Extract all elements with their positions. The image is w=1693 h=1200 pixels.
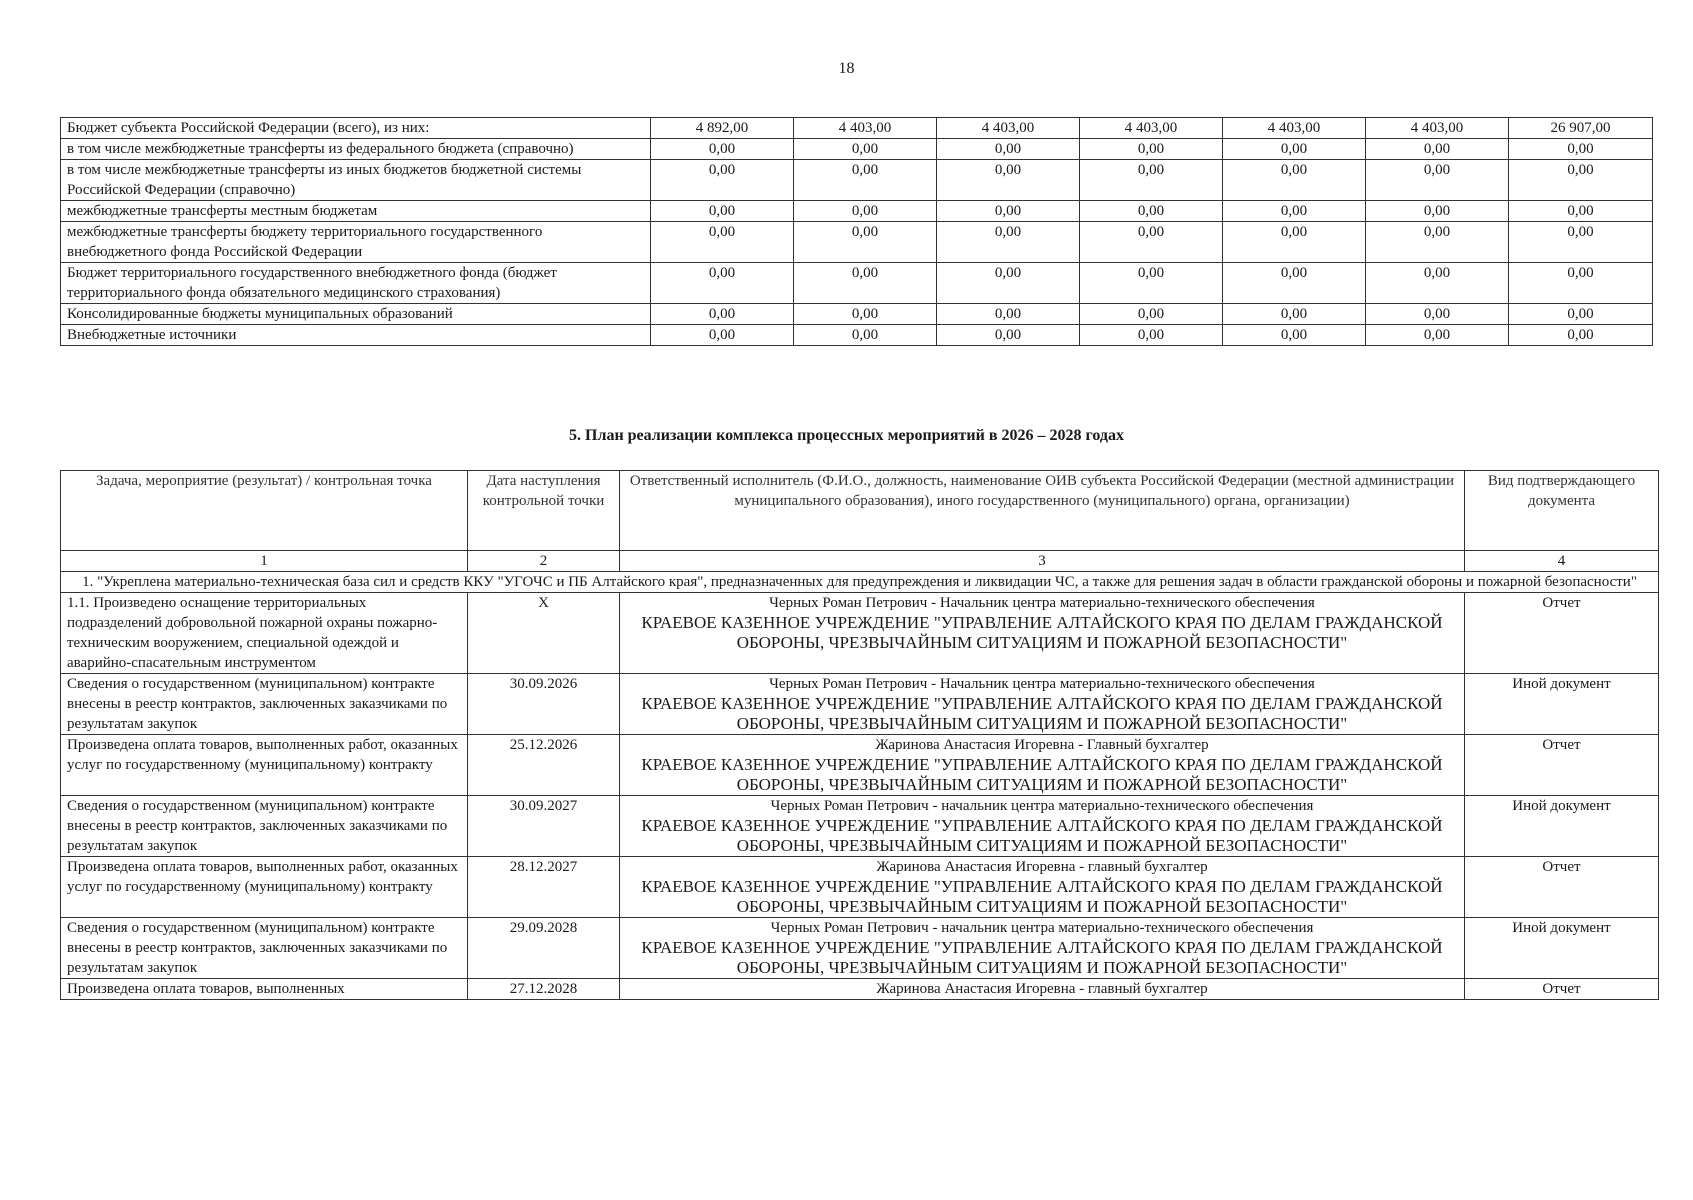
plan-row-document: Отчет	[1465, 593, 1659, 674]
plan-row-responsible	[620, 593, 1465, 674]
col-number: 3	[620, 551, 1465, 572]
finance-value: 0,00	[1366, 325, 1509, 346]
finance-row	[61, 222, 1653, 263]
finance-value: 0,00	[651, 325, 794, 346]
plan-row-date: 28.12.2027	[468, 857, 620, 918]
plan-row-document: Отчет	[1465, 735, 1659, 796]
plan-row-date: 27.12.2028	[468, 979, 620, 1000]
finance-value: 0,00	[651, 201, 794, 222]
task-title-row	[61, 572, 1659, 593]
plan-table	[60, 470, 1659, 1000]
col-number: 4	[1465, 551, 1659, 572]
finance-value: 0,00	[1223, 139, 1366, 160]
finance-value: 0,00	[1509, 304, 1653, 325]
plan-row-name: Произведена оплата товаров, выполненных работ, оказанных услуг по государственному (муниципальному) контракту	[61, 735, 468, 796]
finance-value: 0,00	[1366, 139, 1509, 160]
finance-value: 26 907,00	[1509, 118, 1653, 139]
finance-value: 0,00	[1223, 160, 1366, 201]
finance-value: 0,00	[1509, 201, 1653, 222]
plan-row-responsible	[620, 796, 1465, 857]
plan-row-date: 29.09.2028	[468, 918, 620, 979]
finance-row-label: Бюджет субъекта Российской Федерации (всего), из них:	[61, 118, 651, 139]
plan-row	[61, 918, 1659, 979]
finance-value: 0,00	[1509, 325, 1653, 346]
responsible-person: Черных Роман Петрович - начальник центра материально-технического обеспечения	[770, 920, 1314, 936]
responsible-person: Черных Роман Петрович - Начальник центра материально-технического обеспечения	[769, 676, 1315, 692]
finance-value: 0,00	[937, 139, 1080, 160]
plan-row	[61, 857, 1659, 918]
finance-value: 4 403,00	[794, 118, 937, 139]
plan-row-name: Сведения о государственном (муниципальном) контракте внесены в реестр контрактов, заключенных заказчиками по результатам закупок	[61, 918, 468, 979]
finance-row-label: межбюджетные трансферты местным бюджетам	[61, 201, 651, 222]
plan-row-document: Иной документ	[1465, 796, 1659, 857]
header-responsible: Ответственный исполнитель (Ф.И.О., должность, наименование ОИВ субъекта Российской Федерации (местной администрации муниципального образования), иного государственного (муниципального) органа, организации)	[620, 471, 1465, 551]
finance-value: 0,00	[1223, 325, 1366, 346]
finance-row-label: Внебюджетные источники	[61, 325, 651, 346]
finance-row-label: в том числе межбюджетные трансферты из федерального бюджета (справочно)	[61, 139, 651, 160]
section-title: 5. План реализации комплекса процессных мероприятий в 2026 – 2028 годах	[569, 427, 1124, 444]
plan-row	[61, 735, 1659, 796]
finance-value: 0,00	[651, 222, 794, 263]
plan-row-responsible	[620, 979, 1465, 1000]
finance-value: 0,00	[937, 304, 1080, 325]
responsible-person: Черных Роман Петрович - начальник центра материально-технического обеспечения	[770, 798, 1314, 814]
plan-row-date: X	[468, 593, 620, 674]
finance-row-label: межбюджетные трансферты бюджету территориального государственного внебюджетного фонда Российской Федерации	[61, 222, 651, 263]
finance-value: 0,00	[651, 160, 794, 201]
header-document: Вид подтверждающего документа	[1465, 471, 1659, 551]
finance-value: 0,00	[1223, 222, 1366, 263]
finance-row	[61, 118, 1653, 139]
finance-value: 0,00	[937, 325, 1080, 346]
plan-row-name: Сведения о государственном (муниципальном) контракте внесены в реестр контрактов, заключенных заказчиками по результатам закупок	[61, 796, 468, 857]
finance-value: 0,00	[1366, 201, 1509, 222]
finance-value: 0,00	[794, 139, 937, 160]
plan-header-row	[61, 471, 1659, 551]
finance-value: 0,00	[937, 263, 1080, 304]
finance-value: 0,00	[794, 325, 937, 346]
responsible-organization: КРАЕВОЕ КАЗЕННОЕ УЧРЕЖДЕНИЕ "УПРАВЛЕНИЕ АЛТАЙСКОГО КРАЯ ПО ДЕЛАМ ГРАЖДАНСКОЙ ОБОРОНЫ, ЧРЕЗВЫЧАЙНЫМ СИТУАЦИЯМ И ПОЖАРНОЙ БЕЗОПАСНОСТИ"	[641, 938, 1443, 977]
finance-value: 0,00	[1509, 160, 1653, 201]
finance-value: 0,00	[1366, 263, 1509, 304]
finance-value: 0,00	[1223, 304, 1366, 325]
plan-row-document: Отчет	[1465, 857, 1659, 918]
header-task: Задача, мероприятие (результат) / контрольная точка	[61, 471, 468, 551]
responsible-person: Жаринова Анастасия Игоревна - главный бухгалтер	[876, 859, 1208, 875]
plan-row	[61, 674, 1659, 735]
plan-row-name: Произведена оплата товаров, выполненных	[61, 979, 468, 1000]
finance-row	[61, 263, 1653, 304]
plan-row	[61, 979, 1659, 1000]
responsible-person: Жаринова Анастасия Игоревна - главный бухгалтер	[876, 981, 1208, 997]
plan-col-number-row	[61, 551, 1659, 572]
responsible-organization: КРАЕВОЕ КАЗЕННОЕ УЧРЕЖДЕНИЕ "УПРАВЛЕНИЕ АЛТАЙСКОГО КРАЯ ПО ДЕЛАМ ГРАЖДАНСКОЙ ОБОРОНЫ, ЧРЕЗВЫЧАЙНЫМ СИТУАЦИЯМ И ПОЖАРНОЙ БЕЗОПАСНОСТИ"	[641, 613, 1443, 652]
finance-value: 4 403,00	[1080, 118, 1223, 139]
plan-row-name: Сведения о государственном (муниципальном) контракте внесены в реестр контрактов, заключенных заказчиками по результатам закупок	[61, 674, 468, 735]
plan-row-date: 25.12.2026	[468, 735, 620, 796]
plan-row-date: 30.09.2027	[468, 796, 620, 857]
finance-value: 0,00	[1080, 304, 1223, 325]
plan-row-document: Иной документ	[1465, 918, 1659, 979]
col-number: 2	[468, 551, 620, 572]
finance-value: 0,00	[1080, 201, 1223, 222]
finance-value: 0,00	[1080, 263, 1223, 304]
finance-value: 0,00	[937, 160, 1080, 201]
finance-row	[61, 325, 1653, 346]
finance-value: 0,00	[651, 304, 794, 325]
finance-value: 0,00	[1223, 201, 1366, 222]
plan-row-name: Произведена оплата товаров, выполненных работ, оказанных услуг по государственному (муниципальному) контракту	[61, 857, 468, 918]
responsible-organization: КРАЕВОЕ КАЗЕННОЕ УЧРЕЖДЕНИЕ "УПРАВЛЕНИЕ АЛТАЙСКОГО КРАЯ ПО ДЕЛАМ ГРАЖДАНСКОЙ ОБОРОНЫ, ЧРЕЗВЫЧАЙНЫМ СИТУАЦИЯМ И ПОЖАРНОЙ БЕЗОПАСНОСТИ"	[641, 877, 1443, 916]
finance-value: 0,00	[651, 139, 794, 160]
finance-row-label: Консолидированные бюджеты муниципальных образований	[61, 304, 651, 325]
finance-value: 0,00	[794, 263, 937, 304]
finance-value: 0,00	[1366, 304, 1509, 325]
responsible-organization: КРАЕВОЕ КАЗЕННОЕ УЧРЕЖДЕНИЕ "УПРАВЛЕНИЕ АЛТАЙСКОГО КРАЯ ПО ДЕЛАМ ГРАЖДАНСКОЙ ОБОРОНЫ, ЧРЕЗВЫЧАЙНЫМ СИТУАЦИЯМ И ПОЖАРНОЙ БЕЗОПАСНОСТИ"	[641, 816, 1443, 855]
plan-row-date: 30.09.2026	[468, 674, 620, 735]
responsible-person: Черных Роман Петрович - Начальник центра материально-технического обеспечения	[769, 595, 1315, 611]
header-date: Дата наступления контрольной точки	[468, 471, 620, 551]
finance-value: 0,00	[1509, 222, 1653, 263]
finance-value: 0,00	[794, 222, 937, 263]
finance-value: 4 403,00	[937, 118, 1080, 139]
finance-row	[61, 160, 1653, 201]
finance-value: 4 892,00	[651, 118, 794, 139]
finance-value: 0,00	[794, 201, 937, 222]
finance-value: 4 403,00	[1366, 118, 1509, 139]
finance-value: 0,00	[1509, 263, 1653, 304]
finance-row	[61, 139, 1653, 160]
plan-row-document: Отчет	[1465, 979, 1659, 1000]
plan-row-name: 1.1. Произведено оснащение территориальных подразделений добровольной пожарной охраны пожарно-техническим вооружением, специальной одеждой и аварийно-спасательным инструментом	[61, 593, 468, 674]
plan-row-responsible	[620, 674, 1465, 735]
finance-value: 0,00	[1366, 222, 1509, 263]
finance-value: 0,00	[1080, 139, 1223, 160]
finance-value: 0,00	[1366, 160, 1509, 201]
plan-row-responsible	[620, 735, 1465, 796]
col-number: 1	[61, 551, 468, 572]
responsible-person: Жаринова Анастасия Игоревна - Главный бухгалтер	[875, 737, 1209, 753]
finance-value: 0,00	[1509, 139, 1653, 160]
finance-value: 0,00	[937, 201, 1080, 222]
finance-value: 0,00	[937, 222, 1080, 263]
finance-value: 0,00	[1080, 325, 1223, 346]
finance-value: 0,00	[1080, 222, 1223, 263]
plan-row-document: Иной документ	[1465, 674, 1659, 735]
finance-value: 0,00	[1080, 160, 1223, 201]
finance-row	[61, 304, 1653, 325]
responsible-organization: КРАЕВОЕ КАЗЕННОЕ УЧРЕЖДЕНИЕ "УПРАВЛЕНИЕ АЛТАЙСКОГО КРАЯ ПО ДЕЛАМ ГРАЖДАНСКОЙ ОБОРОНЫ, ЧРЕЗВЫЧАЙНЫМ СИТУАЦИЯМ И ПОЖАРНОЙ БЕЗОПАСНОСТИ"	[641, 755, 1443, 794]
finance-value: 4 403,00	[1223, 118, 1366, 139]
plan-row	[61, 796, 1659, 857]
responsible-organization: КРАЕВОЕ КАЗЕННОЕ УЧРЕЖДЕНИЕ "УПРАВЛЕНИЕ АЛТАЙСКОГО КРАЯ ПО ДЕЛАМ ГРАЖДАНСКОЙ ОБОРОНЫ, ЧРЕЗВЫЧАЙНЫМ СИТУАЦИЯМ И ПОЖАРНОЙ БЕЗОПАСНОСТИ"	[641, 694, 1443, 733]
finance-row-label: в том числе межбюджетные трансферты из иных бюджетов бюджетной системы Российской Федерации (справочно)	[61, 160, 651, 201]
finance-value: 0,00	[1223, 263, 1366, 304]
finance-row-label: Бюджет территориального государственного внебюджетного фонда (бюджет территориального фонда обязательного медицинского страхования)	[61, 263, 651, 304]
finance-row	[61, 201, 1653, 222]
task-title: 1. "Укреплена материально-техническая база сил и средств ККУ "УГОЧС и ПБ Алтайского края", предназначенных для предупреждения и ликвидации ЧС, а также для решения задач в области гражданской обороны и пожарной безопасности"	[61, 572, 1659, 593]
finance-value: 0,00	[651, 263, 794, 304]
finance-value: 0,00	[794, 160, 937, 201]
finance-value: 0,00	[794, 304, 937, 325]
plan-row-responsible	[620, 918, 1465, 979]
plan-row-responsible	[620, 857, 1465, 918]
page-number: 18	[838, 60, 855, 77]
finance-table	[60, 117, 1653, 346]
plan-row	[61, 593, 1659, 674]
